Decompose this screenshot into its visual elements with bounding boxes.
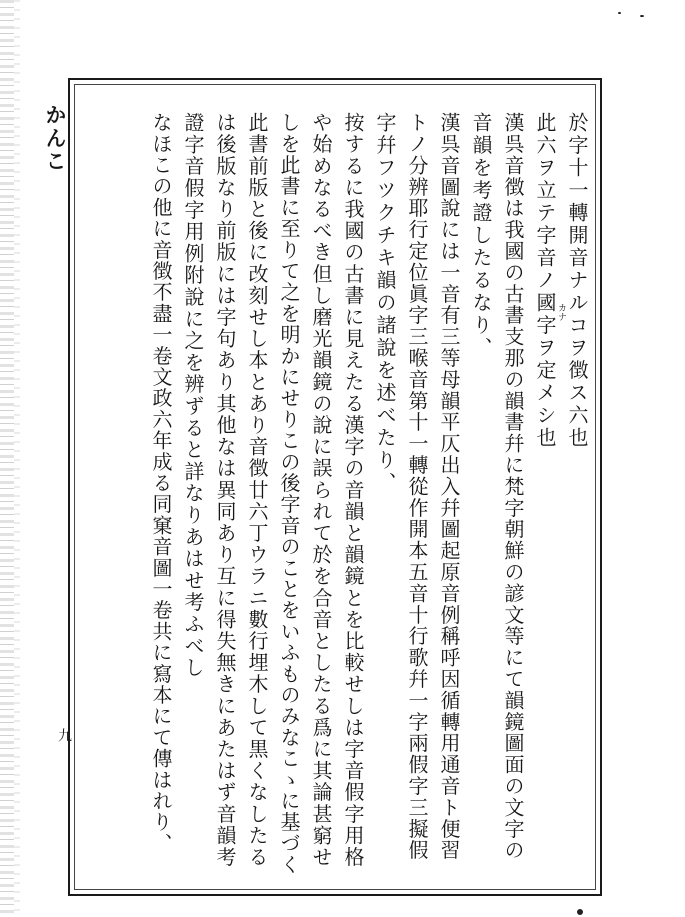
text-column-4: 音韻を考證したるなり、 [469, 112, 493, 360]
text-column-12: は後版なり前版には字句あり其他なは異同あり互に得失無きにあたはず音韻考 [213, 112, 237, 868]
page-number: 九 [56, 728, 72, 742]
scan-edge-shadow [0, 0, 14, 917]
text-column-1: 於字十一轉開音ナルコヲ徴ス六也 [565, 112, 589, 450]
text-column-2: 此六ヲ立テ字音ノ國字ヲ定メシ也 [533, 112, 557, 450]
text-column-11: 此書前版と後に改刻せし本とあり音徴廿六丁ウラニ數行埋木して黒くなしたる [245, 112, 269, 868]
side-title: かんこ [43, 104, 67, 173]
text-column-3: 漢呉音徴は我國の古書支那の韻書幷に梵字朝鮮の諺文等にて韻鏡圖面の文字の [501, 112, 525, 861]
text-column-10: しを此書に至りて之を明かにせりこの後字音のことをいふものみなこゝに基づく [277, 112, 301, 876]
text-column-9: や始めなるべき但し磨光韻鏡の說に誤られて於を合音としたる爲に其論甚窮せ [309, 112, 333, 868]
scan-speck [618, 12, 621, 14]
text-column-14: なほこの他に音徴不盡一卷文政六年成る同窠音圖一卷共に寫本にて傳はれり、 [149, 112, 173, 854]
ruby-annotation: カナ [556, 303, 566, 321]
text-column-13: 證字音假字用例附說に之を辨ずると詳なりあはせ考ふべし [181, 112, 205, 679]
text-column-8: 按するに我國の古書に見えたる漢字の音韻と韻鏡とを比較せしは字音假字用格 [341, 112, 365, 868]
text-column-6: トノ分辨耶行定位眞字三喉音第十一轉從作開本五音十行歌幷一字兩假字三擬假 [405, 112, 429, 861]
text-column-7: 字幷フツクチキ韻の諸說を述べたり、 [373, 112, 397, 495]
scan-speck [577, 909, 583, 915]
scan-edge-shadow-inner [14, 0, 20, 917]
text-column-5: 漢呉音圖說には一音有三等母韻平仄出入幷圖起原音例稱呼因循轉用通音ト便習 [437, 112, 461, 861]
scan-speck [640, 15, 644, 17]
